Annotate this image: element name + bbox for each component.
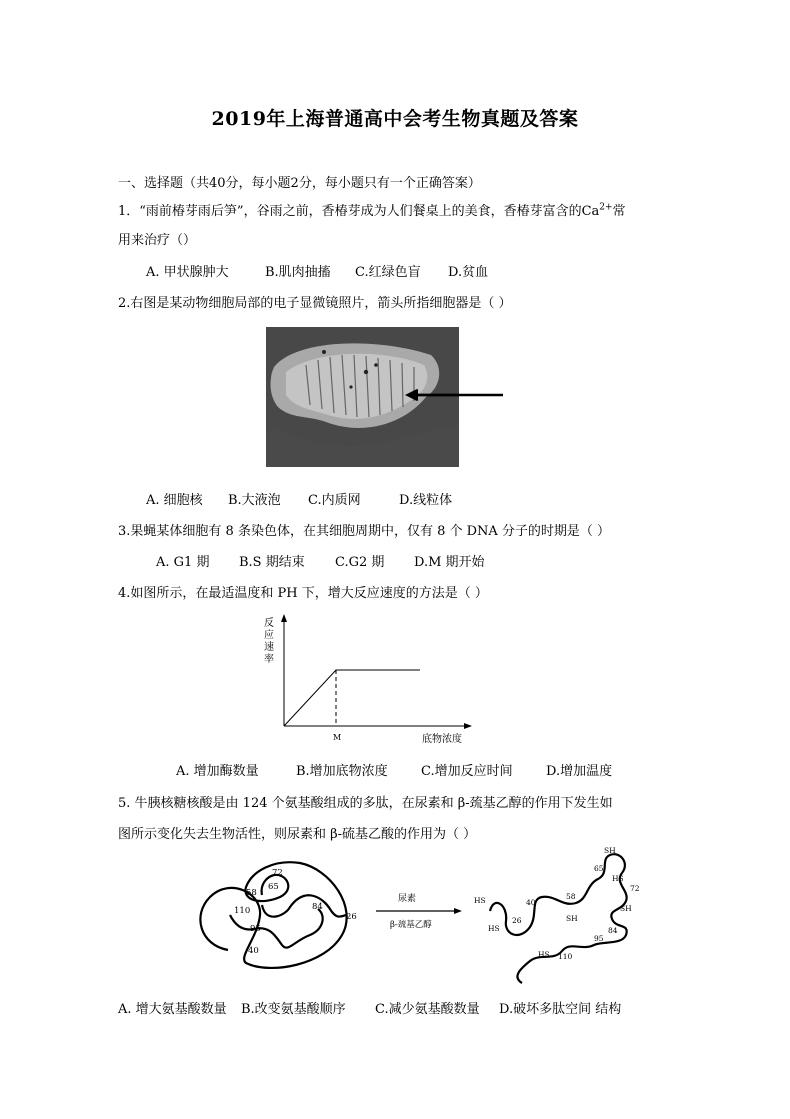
- arrow-label-top: 尿素: [398, 894, 417, 904]
- q5-stem-line2: 图所示变化失去生物活性，则尿素和 β-硫基乙酸的作用为（ ）: [118, 827, 477, 842]
- q4-option-a: A. 增加酶数量: [176, 764, 259, 779]
- q3-option-a: A. G1 期: [156, 555, 210, 570]
- q1-option-b: B.肌肉抽搐: [265, 265, 331, 280]
- right-label-sh-right: SH: [620, 904, 632, 913]
- q2-option-a: A. 细胞核: [146, 493, 203, 508]
- q5-option-b: B.改变氨基酸顺序: [241, 1002, 346, 1017]
- q5-option-c: C.减少氨基酸数量: [375, 1002, 480, 1017]
- q4-option-c: C.增加反应时间: [421, 764, 513, 779]
- left-num-58: 58: [246, 888, 257, 898]
- q1-option-d: D.贫血: [448, 265, 489, 280]
- q1-option-c: C.红绿色盲: [355, 265, 421, 280]
- protein-denaturation-diagram: [190, 845, 650, 985]
- arrow-pointer: [405, 387, 505, 403]
- left-num-95: 95: [250, 924, 261, 934]
- graph-ylabel-1: 反: [264, 618, 274, 629]
- right-num-95: 95: [594, 934, 604, 943]
- right-num-40: 40: [526, 898, 536, 907]
- q3-option-b: B.S 期结束: [239, 555, 305, 570]
- left-num-40: 40: [248, 946, 259, 956]
- graph-y-arrow: [281, 614, 287, 622]
- q5-option-a: A. 增大氨基酸数量: [118, 1002, 227, 1017]
- right-label-hs-3: HS: [488, 924, 500, 933]
- reaction-rate-graph: [258, 612, 478, 747]
- right-num-110: 110: [558, 952, 573, 961]
- q4-stem: 4.如图所示，在最适温度和 PH 下，增大反应速度的方法是（ ）: [118, 586, 488, 601]
- q3-stem: 3.果蝇某体细胞有 8 条染色体，在其细胞周期中，仅有 8 个 DNA 分子的时期是（ ）: [118, 524, 611, 539]
- q2-option-d: D.线粒体: [399, 493, 453, 508]
- graph-ylabel-3: 速: [264, 642, 274, 653]
- page-title: 2019年上海普通高中会考生物真题及答案: [211, 108, 579, 130]
- graph-m-label: M: [333, 733, 342, 742]
- right-num-84: 84: [608, 926, 618, 935]
- q1-stem-line1: [118, 200, 626, 219]
- arrow-label-bottom: β-巯基乙醇: [390, 920, 432, 930]
- q3-option-d: D.M 期开始: [414, 555, 485, 570]
- right-num-26: 26: [512, 916, 522, 925]
- graph-x-arrow: [464, 723, 472, 729]
- right-label-sh-top: SH: [604, 846, 616, 855]
- left-num-26: 26: [346, 912, 357, 922]
- q1-superscript: 2+: [599, 202, 613, 213]
- q3-option-c: C.G2 期: [335, 555, 385, 570]
- q1-stem-line2: 用来治疗（）: [118, 233, 197, 248]
- section-heading: 一、选择题（共40分，每小题2分，每小题只有一个正确答案）: [118, 176, 481, 191]
- folded-chain: [200, 862, 346, 968]
- left-num-110: 110: [234, 906, 251, 916]
- unfolded-chain: [490, 854, 627, 983]
- left-num-72: 72: [272, 868, 283, 878]
- q4-option-b: B.增加底物浓度: [296, 764, 388, 779]
- q4-option-d: D.增加温度: [546, 764, 613, 779]
- right-label-hs-1: HS: [612, 874, 624, 883]
- graph-xlabel: 底物浓度: [422, 734, 462, 745]
- graph-ylabel-4: 率: [264, 654, 274, 665]
- q1-stem-text: 1．“雨前椿芽雨后笋”，谷雨之前，香椿芽成为人们餐桌上的美食，香椿芽富含的Ca: [118, 204, 600, 219]
- reaction-arrowhead: [454, 908, 462, 914]
- q2-stem: 2.右图是某动物细胞局部的电子显微镜照片，箭头所指细胞器是（ ）: [118, 296, 512, 311]
- left-num-65: 65: [268, 882, 279, 892]
- right-label-hs-2: HS: [474, 896, 486, 905]
- graph-ylabel-2: 应: [264, 630, 274, 641]
- graph-rate-line: [284, 670, 420, 726]
- q2-option-b: B.大液泡: [228, 493, 281, 508]
- right-num-58: 58: [566, 892, 576, 901]
- right-label-hs-4: HS: [538, 950, 550, 959]
- right-label-sh-mid: SH: [566, 914, 578, 923]
- q2-option-c: C.内质网: [308, 493, 361, 508]
- q5-option-d: D.破坏多肽空间 结构: [499, 1002, 622, 1017]
- right-num-72: 72: [630, 884, 640, 893]
- left-num-84: 84: [312, 902, 323, 912]
- q1-stem-tail: 常: [612, 204, 626, 219]
- q5-stem-line1: 5. 牛胰核糖核酸是由 124 个氨基酸组成的多肽，在尿素和 β-巯基乙醇的作用下发生如: [118, 796, 613, 811]
- q1-option-a: A. 甲状腺肿大: [146, 265, 229, 280]
- right-num-65: 65: [594, 864, 604, 873]
